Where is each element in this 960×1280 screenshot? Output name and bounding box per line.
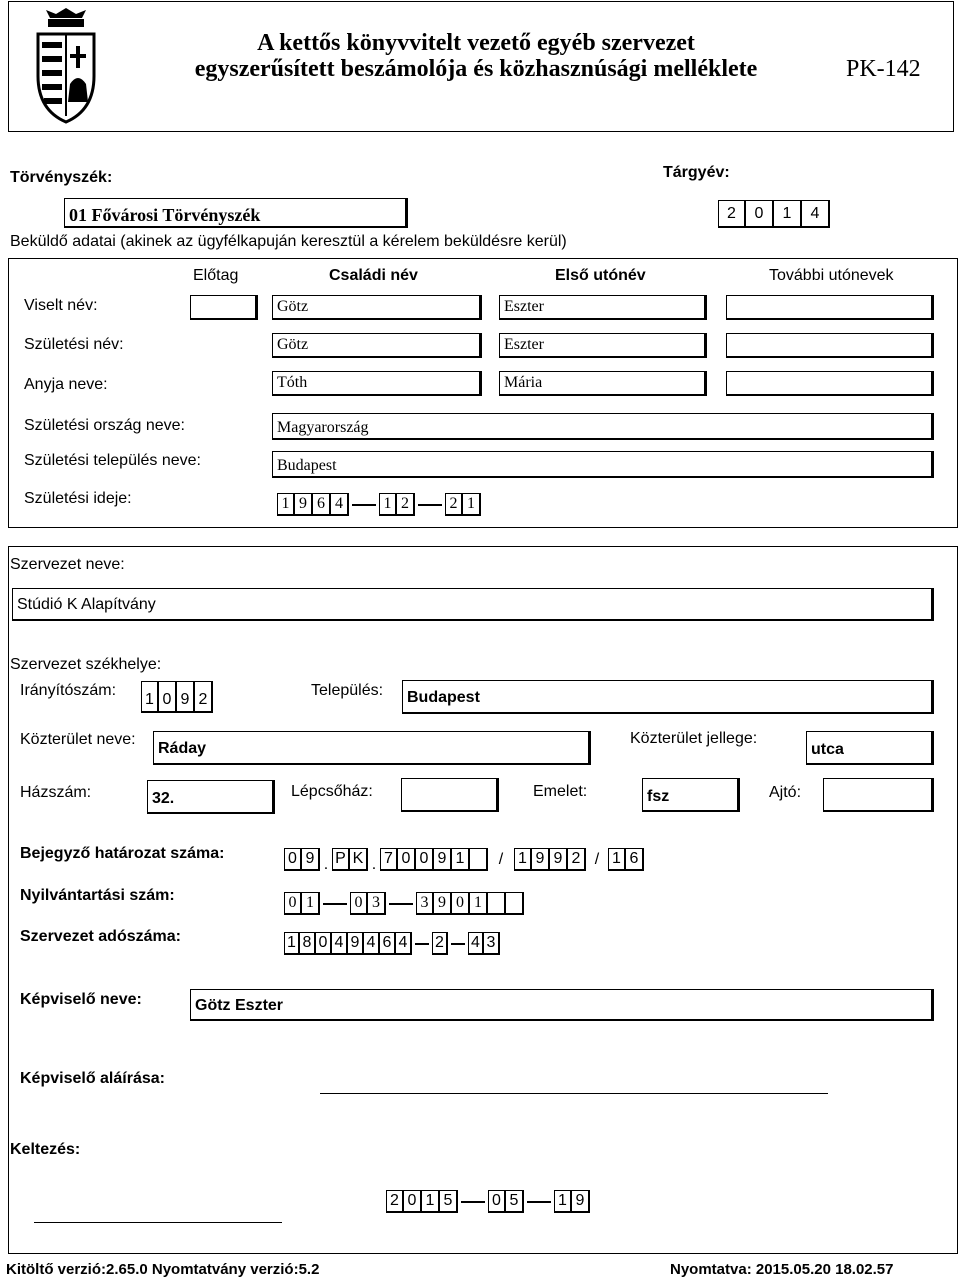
- tax-digit: 4: [468, 932, 484, 955]
- tax-digit: 4: [332, 932, 348, 955]
- tax-digit: 2: [432, 932, 448, 955]
- tax-cells[interactable]: [284, 932, 500, 955]
- reg-digit: 0: [284, 848, 302, 871]
- birth-name-label: Születési név:: [24, 336, 124, 353]
- dated-year-digit: 1: [422, 1190, 440, 1213]
- dated-year-digit: 5: [440, 1190, 458, 1213]
- birth-city-field[interactable]: Budapest: [272, 451, 934, 478]
- registry-digit: 0: [452, 892, 470, 915]
- birth-day-digit: 2: [445, 493, 463, 516]
- court-label: Törvényszék:: [10, 169, 113, 186]
- dated-year-digit: 0: [404, 1190, 422, 1213]
- registry-digit: 9: [434, 892, 452, 915]
- worn-family-field[interactable]: Götz: [272, 295, 482, 320]
- street-type-field[interactable]: utca: [806, 731, 934, 765]
- reg-digit: 1: [514, 848, 532, 871]
- registry-digit: 0: [284, 892, 302, 915]
- birth-day-digit: 1: [463, 493, 481, 516]
- reg-digit: 9: [434, 848, 452, 871]
- zip-digit: 0: [159, 681, 177, 713]
- dated-label: Keltezés:: [10, 1141, 81, 1158]
- reg-digit: P: [332, 848, 350, 871]
- dash: [352, 504, 376, 506]
- year-cells[interactable]: [718, 200, 830, 228]
- registry-digit: [506, 892, 524, 915]
- dash: [418, 504, 442, 506]
- coat-of-arms-icon: [30, 6, 102, 126]
- tax-digit: 9: [348, 932, 364, 955]
- reg-digit: 0: [416, 848, 434, 871]
- street-field[interactable]: Ráday: [153, 731, 591, 765]
- registry-cells[interactable]: [284, 892, 524, 915]
- footer-printed: Nyomtatva: 2015.05.20 18.02.57: [670, 1261, 894, 1278]
- year-label: Tárgyév:: [663, 164, 730, 181]
- dash: [461, 1201, 485, 1203]
- year-digit: 2: [718, 200, 746, 228]
- house-label: Házszám:: [20, 784, 92, 801]
- worn-first-field[interactable]: Eszter: [499, 295, 707, 320]
- org-name-field[interactable]: Stúdió K Alapítvány: [12, 588, 934, 621]
- reg-digit: K: [350, 848, 368, 871]
- dash: [527, 1201, 551, 1203]
- registry-digit: 3: [368, 892, 386, 915]
- dated-year-digit: 2: [386, 1190, 404, 1213]
- place-line[interactable]: [34, 1222, 282, 1223]
- stair-label: Lépcsőház:: [291, 783, 373, 800]
- sender-heading: Beküldő adatai (akinek az ügyfélkapuján keresztül a kérelem beküldésre kerül): [10, 233, 567, 250]
- worn-prefix-field[interactable]: [190, 295, 258, 320]
- representative-name-label: Képviselő neve:: [20, 991, 142, 1008]
- mother-other-field[interactable]: [726, 371, 934, 396]
- signature-line[interactable]: [320, 1093, 828, 1094]
- registry-digit: [488, 892, 506, 915]
- tax-digit: 6: [380, 932, 396, 955]
- dash: [323, 903, 347, 905]
- org-name-label: Szervezet neve:: [10, 556, 125, 573]
- dated-cells[interactable]: [386, 1190, 590, 1213]
- year-digit: 4: [802, 200, 830, 228]
- zip-cells[interactable]: [141, 681, 213, 713]
- col-other: További utónevek: [769, 267, 894, 284]
- birth-city-label: Születési település neve:: [24, 452, 201, 469]
- registry-digit: 1: [470, 892, 488, 915]
- zip-label: Irányítószám:: [20, 682, 117, 699]
- floor-field[interactable]: fsz: [642, 778, 740, 812]
- worn-name-label: Viselt név:: [24, 297, 98, 314]
- dash: [415, 943, 429, 945]
- tax-digit: 8: [300, 932, 316, 955]
- footer-version: Kitöltő verzió:2.65.0 Nyomtatvány verzió:5.2: [6, 1261, 320, 1278]
- reg-slash: /: [594, 851, 600, 868]
- birth-date-label: Születési ideje:: [24, 490, 132, 507]
- house-field[interactable]: 32.: [147, 780, 275, 814]
- birth-country-label: Születési ország neve:: [24, 417, 185, 434]
- registry-digit: 3: [416, 892, 434, 915]
- reg-dot: .: [323, 856, 329, 873]
- col-first: Első utónév: [555, 267, 646, 284]
- reg-slash: /: [498, 851, 504, 868]
- signature-label: Képviselő aláírása:: [20, 1070, 165, 1087]
- birth-country-field[interactable]: Magyarország: [272, 413, 934, 440]
- tax-digit: 1: [284, 932, 300, 955]
- reg-digit: 2: [568, 848, 586, 871]
- reg-digit: 1: [452, 848, 470, 871]
- dated-month-digit: 5: [506, 1190, 524, 1213]
- form-title-line1: A kettős könyvvitelt vezető egyéb szervezet: [257, 30, 695, 56]
- zip-digit: 1: [141, 681, 159, 713]
- reg-digit: 7: [380, 848, 398, 871]
- tax-digit: 0: [316, 932, 332, 955]
- birth-year-digit: 9: [295, 493, 313, 516]
- birth-date-cells[interactable]: [277, 493, 481, 516]
- form-title-line2: egyszerűsített beszámolója és közhasznúsági melléklete: [194, 56, 758, 82]
- form-code: PK-142: [846, 56, 921, 82]
- street-label: Közterület neve:: [20, 731, 136, 748]
- birth-month-digit: 1: [379, 493, 397, 516]
- col-family: Családi név: [329, 267, 418, 284]
- reg-digit: [470, 848, 488, 871]
- zip-digit: 2: [195, 681, 213, 713]
- representative-name-field[interactable]: Götz Eszter: [190, 989, 934, 1021]
- tax-label: Szervezet adószáma:: [20, 928, 181, 945]
- reg-digit: 9: [302, 848, 320, 871]
- birth-month-digit: 2: [397, 493, 415, 516]
- birth-year-digit: 6: [313, 493, 331, 516]
- birth-year-digit: 4: [331, 493, 349, 516]
- door-label: Ajtó:: [769, 784, 802, 801]
- year-digit: 1: [774, 200, 802, 228]
- door-field[interactable]: [823, 778, 934, 812]
- city-field[interactable]: Budapest: [402, 680, 934, 714]
- reg-digit: 0: [398, 848, 416, 871]
- col-prefix: Előtag: [193, 267, 239, 284]
- dash: [389, 903, 413, 905]
- court-field[interactable]: 01 Fővárosi Törvényszék: [64, 198, 408, 228]
- birth-family-field[interactable]: Götz: [272, 333, 482, 358]
- tax-digit: 4: [364, 932, 380, 955]
- floor-label: Emelet:: [533, 783, 588, 800]
- registry-label: Nyilvántartási szám:: [20, 887, 175, 904]
- reg-decision-label: Bejegyző határozat száma:: [20, 845, 225, 862]
- stair-field[interactable]: [401, 778, 499, 812]
- registry-digit: 1: [302, 892, 320, 915]
- org-seat-label: Szervezet székhelye:: [10, 656, 162, 673]
- reg-digit: 6: [626, 848, 644, 871]
- reg-dot: .: [371, 856, 377, 873]
- tax-digit: 4: [396, 932, 412, 955]
- mother-first-field[interactable]: Mária: [499, 371, 707, 396]
- reg-digit: 1: [608, 848, 626, 871]
- reg-digit: 9: [550, 848, 568, 871]
- birth-first-field[interactable]: Eszter: [499, 333, 707, 358]
- tax-digit: 3: [484, 932, 500, 955]
- dated-day-digit: 1: [554, 1190, 572, 1213]
- street-type-label: Közterület jellege:: [630, 730, 758, 747]
- registry-digit: 0: [350, 892, 368, 915]
- mother-name-label: Anyja neve:: [24, 376, 108, 393]
- year-digit: 0: [746, 200, 774, 228]
- worn-other-field[interactable]: [726, 295, 934, 320]
- dash: [451, 943, 465, 945]
- reg-decision-cells[interactable]: [284, 848, 644, 871]
- birth-year-digit: 1: [277, 493, 295, 516]
- city-label: Település:: [311, 682, 384, 699]
- dated-day-digit: 9: [572, 1190, 590, 1213]
- reg-digit: 9: [532, 848, 550, 871]
- dated-month-digit: 0: [488, 1190, 506, 1213]
- mother-family-field[interactable]: Tóth: [272, 371, 482, 396]
- birth-other-field[interactable]: [726, 333, 934, 358]
- zip-digit: 9: [177, 681, 195, 713]
